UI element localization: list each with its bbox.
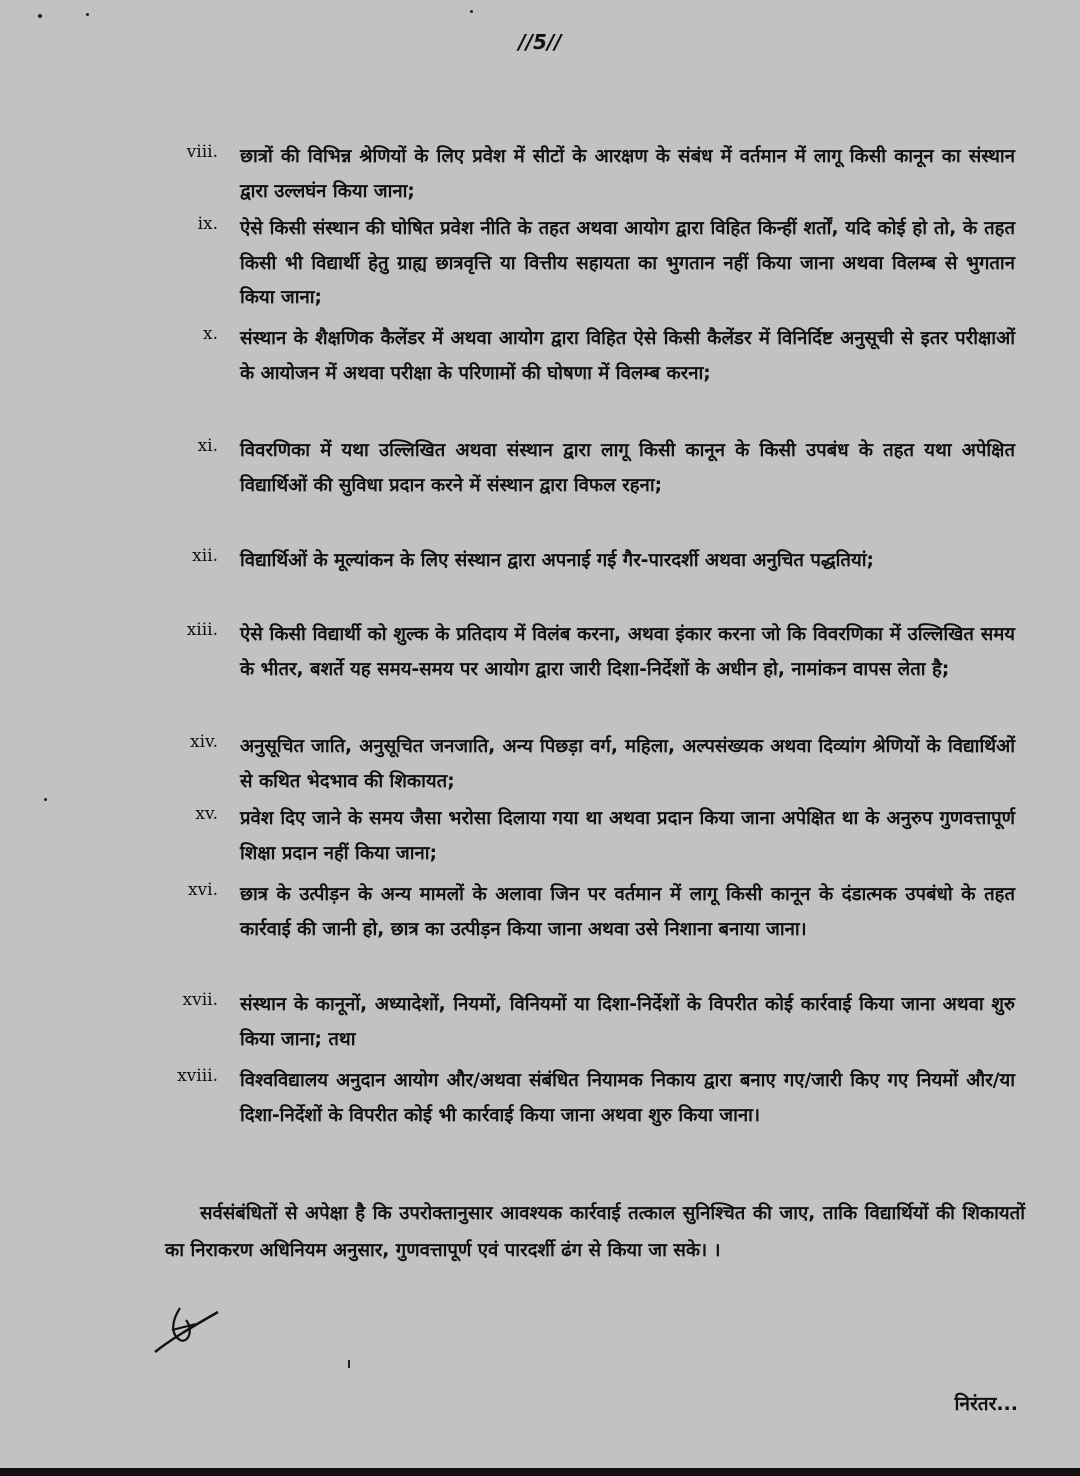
item-text: विवरणिका में यथा उल्लिखित अथवा संस्थान द्वारा लागू किसी कानून के किसी उपबंध के तहत यथा अपेक्षित विद्यार्थिओं की सुविधा प्रदान करने में संस्थान द्वारा विफल रहना; [240, 440, 1015, 496]
scan-speck [348, 1360, 350, 1368]
item-text: संस्थान के कानूनों, अध्यादेशों, नियमों, विनियमों या दिशा-निर्देशों के विपरीत कोई कार्रवाई किया जाना अथवा शुरु किया जाना; तथा [240, 994, 1015, 1050]
item-number: xviii. [177, 1066, 218, 1086]
item-number: xvi. [187, 880, 218, 900]
item-number: ix. [197, 214, 218, 234]
item-text: संस्थान के शैक्षणिक कैलेंडर में अथवा आयोग द्वारा विहित ऐसे किसी कैलेंडर में विनिर्दिष्ट अनुसूची से इतर परीक्षाओं के आयोजन में अथवा परीक्षा के परिणामों की घोषणा में विलम्ब करना; [240, 328, 1015, 384]
item-text: अनुसूचित जाति, अनुसूचित जनजाति, अन्य पिछड़ा वर्ग, महिला, अल्पसंख्यक अथवा दिव्यांग श्रेणियों के विद्यार्थिओं से कथित भेदभाव की शिकायत; [240, 736, 1015, 792]
scan-speck [38, 14, 42, 18]
item-number: xii. [192, 546, 218, 566]
item-text: ऐसे किसी संस्थान की घोषित प्रवेश नीति के तहत अथवा आयोग द्वारा विहित किन्हीं शर्तों, यदि कोई हो तो, के तहत किसी भी विद्यार्थी हेतु ग्राह्य छात्रवृत्ति या वित्तीय सहायता का भुगतान नहीं किया जाना अथवा विलम्ब से भुगतान किया जाना; [240, 218, 1015, 308]
item-text: विद्यार्थिओं के मूल्यांकन के लिए संस्थान द्वारा अपनाई गई गैर-पारदर्शी अथवा अनुचित पद्धतियां; [240, 550, 874, 571]
item-number: xiii. [186, 620, 218, 640]
item-number: x. [203, 324, 218, 344]
item-text: प्रवेश दिए जाने के समय जैसा भरोसा दिलाया गया था अथवा प्रदान किया जाना अपेक्षित था के अनुरुप गुणवत्तापूर्ण शिक्षा प्रदान नहीं किया जाना; [240, 808, 1015, 864]
signature-mark [150, 1290, 230, 1360]
continued-label: निरंतर... [954, 1393, 1018, 1415]
item-number: viii. [186, 142, 218, 162]
item-text: विश्वविद्यालय अनुदान आयोग और/अथवा संबंधित नियामक निकाय द्वारा बनाए गए/जारी किए गए नियमों और/या दिशा-निर्देशों के विपरीत कोई भी कार्रवाई किया जाना अथवा शुरु किया जाना। [240, 1070, 1015, 1126]
scan-speck [470, 10, 473, 13]
page-number: //5// [518, 30, 562, 54]
item-text: छात्रों की विभिन्न श्रेणियों के लिए प्रवेश में सीटों के आरक्षण के संबंध में वर्तमान में लागू किसी कानून का संस्थान द्वारा उल्लघंन किया जाना; [240, 146, 1015, 202]
item-number: xi. [197, 436, 218, 456]
scan-speck [86, 13, 89, 16]
item-number: xvii. [182, 990, 218, 1010]
item-text: ऐसे किसी विद्यार्थी को शुल्क के प्रतिदाय में विलंब करना, अथवा इंकार करना जो कि विवरणिका में उल्लिखित समय के भीतर, बशर्ते यह समय-समय पर आयोग द्वारा जारी दिशा-निर्देशों के अधीन हो, नामांकन वापस लेता है; [240, 624, 1015, 680]
closing-paragraph: सर्वसंबंधितों से अपेक्षा है कि उपरोक्तानुसार आवश्यक कार्रवाई तत्काल सुनिश्चित की जाए, ताकि विद्यार्थियों की शिकायतों का निराकरण अधिनियम अनुसार, गुणवत्तापूर्ण एवं पारदर्शी ढंग से किया जा सके। । [165, 1203, 1025, 1261]
bottom-edge-bar [0, 1468, 1080, 1476]
scan-speck [44, 798, 47, 801]
item-text: छात्र के उत्पीड़न के अन्य मामलों के अलावा जिन पर वर्तमान में लागू किसी कानून के दंडात्मक उपबंधो के तहत कार्रवाई की जानी हो, छात्र का उत्पीड़न किया जाना अथवा उसे निशाना बनाया जाना। [240, 884, 1015, 940]
item-number: xiv. [189, 732, 218, 752]
item-number: xv. [195, 804, 218, 824]
